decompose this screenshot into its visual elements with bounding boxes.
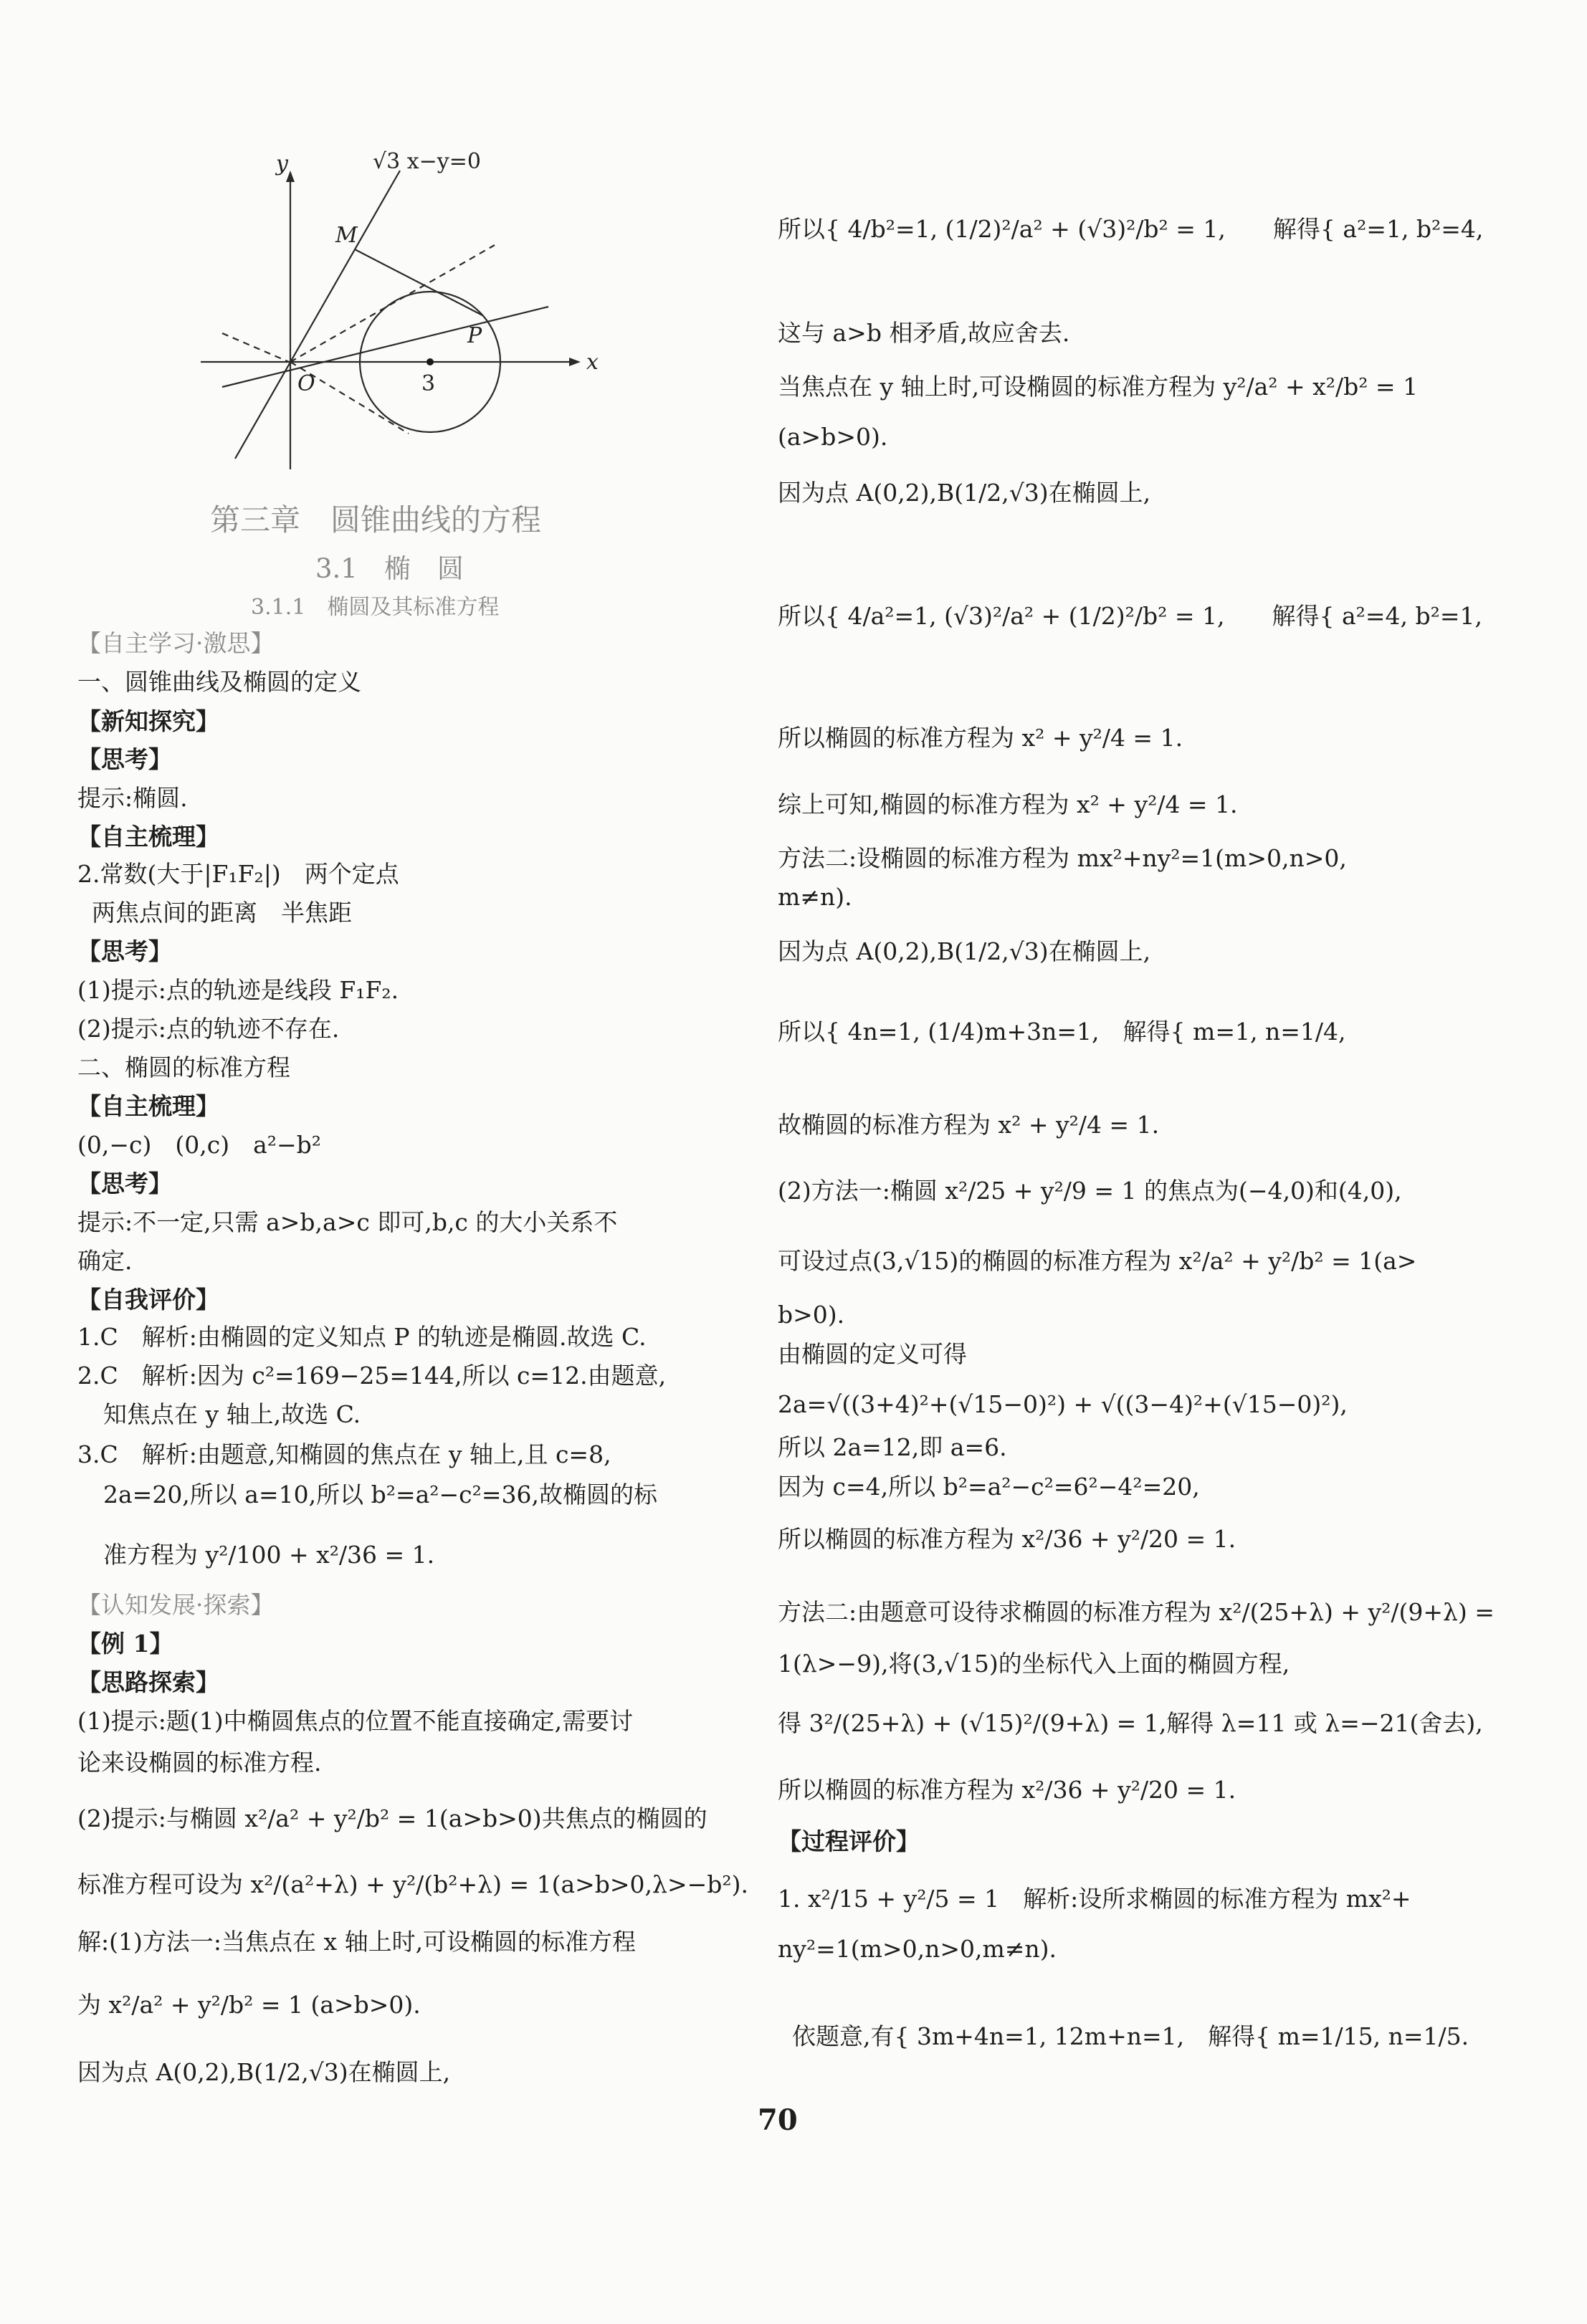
text-line: 所以{ 4n=1, (1/4)m+3n=1, 解得{ m=1, n=1/4, [778, 1018, 1346, 1046]
text-line: 所以 2a=12,即 a=6. [778, 1433, 1007, 1461]
dashed-tangent-upper [222, 333, 289, 362]
text-line: 2.常数(大于|F₁F₂|) 两个定点 [77, 860, 399, 888]
text-line: 两焦点间的距离 半焦距 [92, 899, 352, 927]
segment-mp [355, 249, 482, 315]
text-line: (1)提示:点的轨迹是线段 F₁F₂. [77, 976, 399, 1004]
label-p: P [467, 323, 482, 348]
label-o: O [297, 371, 315, 396]
text-line: 因为点 A(0,2),B(1/2,√3)在椭圆上, [778, 937, 1151, 965]
text-line: ny²=1(m>0,n>0,m≠n). [778, 1935, 1057, 1963]
label-3: 3 [421, 371, 436, 396]
section-tag: 【思考】 [77, 1170, 172, 1197]
text-line: 3.C 解析:由题意,知椭圆的焦点在 y 轴上,且 c=8, [77, 1440, 611, 1468]
subsection-title: 3.1.1 椭圆及其标准方程 [251, 595, 500, 620]
text-line: 由椭圆的定义可得 [778, 1340, 967, 1368]
text-line: 2a=√((3+4)²+(√15−0)²) + √((3−4)²+(√15−0)²), [778, 1390, 1348, 1418]
section-tag: 【过程评价】 [778, 1827, 920, 1855]
geometry-figure [194, 143, 624, 473]
section-tag: 【自主梳理】 [77, 1092, 219, 1120]
text-line: 所以椭圆的标准方程为 x²/36 + y²/20 = 1. [778, 1525, 1236, 1553]
text-line: 当焦点在 y 轴上时,可设椭圆的标准方程为 y²/a² + x²/b² = 1 [778, 373, 1419, 401]
section-tag: 【思考】 [77, 937, 172, 965]
text-line: 为 x²/a² + y²/b² = 1 (a>b>0). [77, 1991, 421, 2019]
text-line: (2)方法一:椭圆 x²/25 + y²/9 = 1 的焦点为(−4,0)和(4,0), [778, 1177, 1402, 1205]
label-x: x [586, 350, 599, 375]
section-tag: 【思路探索】 [77, 1668, 219, 1696]
section-tag: 【自主学习·激思】 [77, 629, 275, 657]
section-tag: 【自主梳理】 [77, 823, 219, 851]
label-eq: √3 x−y=0 [373, 149, 481, 174]
text-line: 准方程为 y²/100 + x²/36 = 1. [103, 1541, 435, 1569]
label-y: y [276, 151, 288, 176]
text-line: 因为点 A(0,2),B(1/2,√3)在椭圆上, [77, 2058, 451, 2086]
text-line: 确定. [77, 1247, 133, 1275]
text-line: 标准方程可设为 x²/(a²+λ) + y²/(b²+λ) = 1(a>b>0,λ>−b²). [77, 1870, 748, 1898]
text-line: (a>b>0). [778, 423, 888, 451]
text-line: 故椭圆的标准方程为 x² + y²/4 = 1. [778, 1111, 1160, 1139]
text-line: 方法二:由题意可设待求椭圆的标准方程为 x²/(25+λ) + y²/(9+λ) = [778, 1598, 1495, 1626]
text-line: (2)提示:点的轨迹不存在. [77, 1015, 340, 1043]
text-line: 方法二:设椭圆的标准方程为 mx²+ny²=1(m>0,n>0, [778, 844, 1347, 872]
text-line: 1. x²/15 + y²/5 = 1 解析:设所求椭圆的标准方程为 mx²+ [778, 1885, 1411, 1913]
section-tag: 【思考】 [77, 745, 172, 773]
page-number: 70 [758, 2103, 798, 2137]
text-line: 知焦点在 y 轴上,故选 C. [103, 1400, 361, 1428]
label-m: M [335, 223, 358, 248]
text-line: 因为 c=4,所以 b²=a²−c²=6²−4²=20, [778, 1473, 1200, 1501]
text-line: (1)提示:题(1)中椭圆焦点的位置不能直接确定,需要讨 [77, 1707, 634, 1735]
chapter-title: 第三章 圆锥曲线的方程 [210, 502, 542, 537]
text-line: 综上可知,椭圆的标准方程为 x² + y²/4 = 1. [778, 790, 1238, 818]
text-line: 2a=20,所以 a=10,所以 b²=a²−c²=36,故椭圆的标 [103, 1481, 657, 1508]
text-line: 二、椭圆的标准方程 [77, 1053, 290, 1081]
text-line: 因为点 A(0,2),B(1/2,√3)在椭圆上, [778, 479, 1151, 507]
section-tag: 【认知发展·探索】 [77, 1591, 275, 1619]
section-tag: 【自我评价】 [77, 1286, 219, 1314]
text-line: 这与 a>b 相矛盾,故应舍去. [778, 319, 1070, 347]
text-line: 所以椭圆的标准方程为 x² + y²/4 = 1. [778, 724, 1183, 752]
text-line: 提示:不一定,只需 a>b,a>c 即可,b,c 的大小关系不 [77, 1208, 618, 1236]
text-line: 所以{ 4/b²=1, (1/2)²/a² + (√3)²/b² = 1, 解得{ a²=1, b²=4, [778, 215, 1484, 243]
line-sqrt3x-y [235, 171, 400, 459]
text-line: 1.C 解析:由椭圆的定义知点 P 的轨迹是椭圆.故选 C. [77, 1323, 647, 1351]
section-title: 3.1 椭 圆 [315, 553, 464, 584]
text-line: 一、圆锥曲线及椭圆的定义 [77, 668, 361, 696]
section-tag: 【例 1】 [77, 1630, 173, 1658]
text-line: 得 3²/(25+λ) + (√15)²/(9+λ) = 1,解得 λ=11 或 λ=−21(舍去), [778, 1709, 1483, 1737]
text-line: 可设过点(3,√15)的椭圆的标准方程为 x²/a² + y²/b² = 1(a> [778, 1247, 1417, 1275]
text-line: 依题意,有{ 3m+4n=1, 12m+n=1, 解得{ m=1/15, n=1/5. [792, 2022, 1469, 2050]
text-line: 提示:椭圆. [77, 784, 188, 812]
text-line: 解:(1)方法一:当焦点在 x 轴上时,可设椭圆的标准方程 [77, 1928, 637, 1956]
text-line: 论来设椭圆的标准方程. [77, 1749, 322, 1777]
text-line: 2.C 解析:因为 c²=169−25=144,所以 c=12.由题意, [77, 1362, 667, 1390]
text-line: (2)提示:与椭圆 x²/a² + y²/b² = 1(a>b>0)共焦点的椭圆的 [77, 1804, 707, 1832]
text-line: b>0). [778, 1301, 845, 1329]
section-tag: 【新知探究】 [77, 707, 219, 735]
text-line: 所以椭圆的标准方程为 x²/36 + y²/20 = 1. [778, 1776, 1236, 1804]
text-line: 所以{ 4/a²=1, (√3)²/a² + (1/2)²/b² = 1, 解得{ a²=4, b²=1, [778, 602, 1482, 630]
text-line: m≠n). [778, 883, 852, 911]
text-line: 1(λ>−9),将(3,√15)的坐标代入上面的椭圆方程, [778, 1650, 1290, 1678]
text-line: (0,−c) (0,c) a²−b² [77, 1131, 321, 1159]
